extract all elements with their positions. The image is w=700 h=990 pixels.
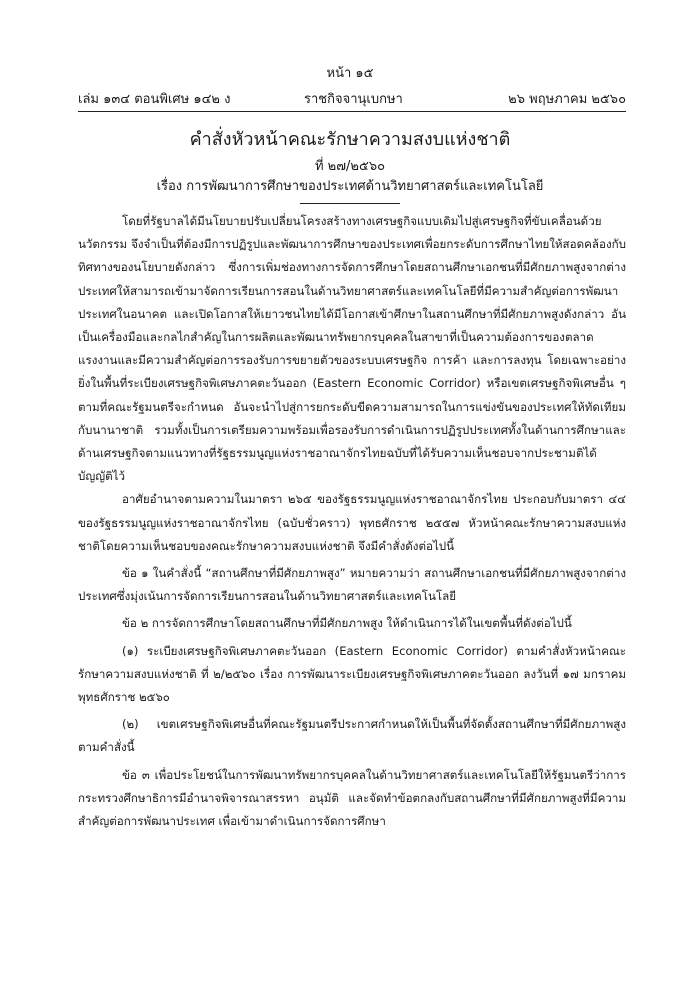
order-subject: เรื่อง การพัฒนาการศึกษาของประเทศด้านวิทยาศาสตร์และเทคโนโลยี — [156, 179, 544, 194]
clause-2-item-2: (๒) เขตเศรษฐกิจพิเศษอื่นที่คณะรัฐมนตรีประกาศกำหนดให้เป็นพื้นที่จัดตั้งสถานศึกษาที่มีศักยภาพสูงตามคำสั่งนี้ — [78, 717, 626, 755]
order-number: ที่ ๒๗/๒๕๖๐ — [314, 159, 386, 174]
title-divider — [300, 203, 400, 204]
document-body — [78, 210, 626, 833]
document-title: คำสั่งหัวหน้าคณะรักษาความสงบแห่งชาติ — [189, 129, 511, 150]
gazette-name: ราชกิจจานุเบกษา — [304, 92, 403, 107]
page-number: หน้า ๑๕ — [326, 66, 374, 81]
preamble-paragraph: โดยที่รัฐบาลได้มีนโยบายปรับเปลี่ยนโครงสร้างทางเศรษฐกิจแบบเดิมไปสู่เศรษฐกิจที่ขับเคลื่อนด้วยนวัตกรรม จึงจำเป็นที่ต้องมีการปฏิรูปและพัฒนาการศึกษาของประเทศเพื่อยกระดับการศึกษาไทยให้สอดคล้องกับทิศทางของนโยบายดังกล่าว ซึ่งการเพิ่มช่องทางการจัดการศึกษาโดยสถานศึกษาเอกชนที่มีศักยภาพสูงจากต่างประเทศให้สามารถเข้ามาจัดการเรียนการสอนในด้านวิทยาศาสตร์และเทคโนโลยีที่มีความสำคัญต่อการพัฒนาประเทศในอนาคต และเปิดโอกาสให้เยาวชนไทยได้มีโอกาสเข้าศึกษาในสถานศึกษาที่มีศักยภาพสูงดังกล่าว อันเป็นเครื่องมือและกลไกสำคัญในการผลิตและพัฒนาทรัพยากรบุคคลในสาขาที่เป็นความต้องการของตลาดแรงงานและมีความสำคัญต่อการรองรับการขยายตัวของระบบเศรษฐกิจ การค้า และการลงทุน โดยเฉพาะอย่างยิ่งในพื้นที่ระเบียงเศรษฐกิจพิเศษภาคตะวันออก (Eastern Economic Corridor) หรือเขตเศรษฐกิจพิเศษอื่น ๆ ตามที่คณะรัฐมนตรีจะกำหนด อันจะนำไปสู่การยกระดับขีดความสามารถในการแข่งขันของประเทศให้ทัดเทียมกับนานาชาติ รวมทั้งเป็นการเตรียมความพร้อมเพื่อรองรับการดำเนินการปฏิรูปประเทศทั้งในด้านการศึกษาและด้านเศรษฐกิจตามแนวทางที่รัฐธรรมนูญแห่งราชอาณาจักรไทยฉบับที่ได้รับความเห็นชอบจากประชามติได้บัญญัติไว้ — [78, 214, 626, 484]
clause-2: ข้อ ๒ การจัดการศึกษาโดยสถานศึกษาที่มีศักยภาพสูง ให้ดำเนินการได้ในเขตพื้นที่ดังต่อไปนี้ — [122, 616, 572, 631]
clause-1: ข้อ ๑ ในคำสั่งนี้ “สถานศึกษาที่มีศักยภาพสูง” หมายความว่า สถานศึกษาเอกชนที่มีศักยภาพสูงจากต่างประเทศซึ่งมุ่งเน้นการจัดการเรียนการสอนในด้านวิทยาศาสตร์และเทคโนโลยี — [78, 566, 626, 604]
clause-3: ข้อ ๓ เพื่อประโยชน์ในการพัฒนาทรัพยากรบุคคลในด้านวิทยาศาสตร์และเทคโนโลยีให้รัฐมนตรีว่าการกระทรวงศึกษาธิการมีอำนาจพิจารณาสรรหา อนุมัติ และจัดทำข้อตกลงกับสถานศึกษาที่มีศักยภาพสูงที่มีความสำคัญต่อการพัฒนาประเทศ เพื่อเข้ามาดำเนินการจัดการศึกษา — [78, 767, 626, 829]
volume-info: เล่ม ๑๓๔ ตอนพิเศษ ๑๔๒ ง — [78, 92, 231, 107]
authority-paragraph: อาศัยอำนาจตามความในมาตรา ๒๖๕ ของรัฐธรรมนูญแห่งราชอาณาจักรไทย ประกอบกับมาตรา ๔๔ ของรัฐธรรมนูญแห่งราชอาณาจักรไทย (ฉบับชั่วคราว) พุทธศักราช ๒๕๕๗ หัวหน้าคณะรักษาความสงบแห่งชาติโดยความเห็นชอบของคณะรักษาความสงบแห่งชาติ จึงมีคำสั่งดังต่อไปนี้ — [78, 492, 626, 553]
header-divider — [78, 111, 626, 112]
clause-2-item-1: (๑) ระเบียงเศรษฐกิจพิเศษภาคตะวันออก (Eastern Economic Corridor) ตามคำสั่งหัวหน้าคณะรักษาความสงบแห่งชาติ ที่ ๒/๒๕๖๐ เรื่อง การพัฒนาระเบียงเศรษฐกิจพิเศษภาคตะวันออก ลงวันที่ ๑๗ มกราคม พุทธศักราช ๒๕๖๐ — [78, 643, 626, 705]
issue-date: ๒๖ พฤษภาคม ๒๕๖๐ — [508, 92, 626, 107]
